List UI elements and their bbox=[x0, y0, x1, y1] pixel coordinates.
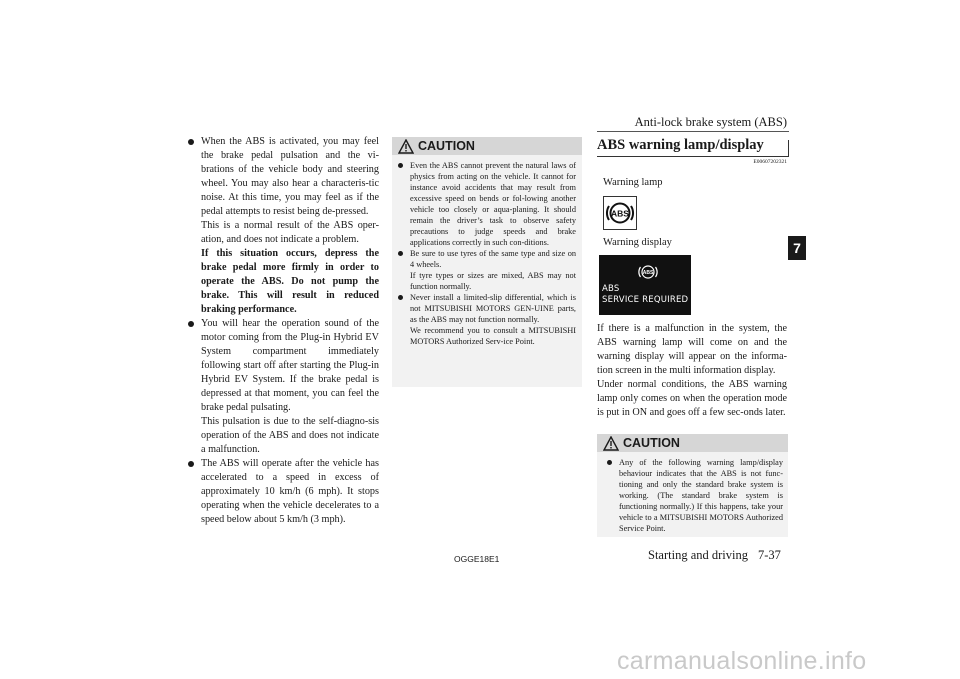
section-code: E00607202321 bbox=[753, 159, 787, 165]
caution-item-differential: Never install a limited-slip differential, which is not MITSUBISHI MOTORS GEN-UINE parts, as the ABS may not function normally. bbox=[398, 292, 576, 325]
depress-brake-warning: If this situation occurs, depress the brake pedal more firmly in order to operate the ABS. Do not pump the brake. This will result in reduced braking performance. bbox=[201, 248, 379, 315]
normal-conditions-paragraph: Under normal conditions, the ABS warning lamp only comes on when the operation mode is put in ON and goes off a few sec-onds later. bbox=[597, 379, 787, 418]
warning-lamp-image bbox=[603, 196, 637, 230]
chapter-tab: 7 bbox=[788, 236, 806, 260]
abs-lamp-icon bbox=[604, 197, 636, 229]
section-body bbox=[597, 322, 787, 420]
display-text-abs: ABS bbox=[602, 284, 620, 294]
caution-heading: CAUTION bbox=[418, 139, 475, 153]
caution-body bbox=[392, 155, 582, 351]
left-column bbox=[187, 135, 379, 527]
abs-display-icon-text: ABS bbox=[642, 270, 654, 276]
display-text-service: SERVICE REQUIRED bbox=[602, 295, 689, 305]
normal-result-note: This is a normal result of the ABS oper-ation, and does not indicate a problem. bbox=[201, 220, 379, 245]
caution-heading: CAUTION bbox=[623, 436, 680, 450]
watermark: carmanualsonline.info bbox=[617, 647, 867, 675]
abs-lamp-text: ABS bbox=[611, 208, 629, 219]
caution-body bbox=[597, 452, 788, 538]
warning-triangle-icon bbox=[603, 436, 619, 451]
caution-item-physics: Even the ABS cannot prevent the natural laws of physics from acting on the vehicle. It cannot for instance avoid accidents that may result from excessive speed on bends or fol-lowing another vehicle too closely or aqua-planing. It should remain the driver’s task to observe safety precautions to judge speeds and brake applications correctly in such con-ditions. bbox=[398, 160, 576, 248]
warning-triangle-icon bbox=[398, 139, 414, 154]
bullet-abs-activated: When the ABS is activated, you may feel the brake pedal pulsation and the vi-brations of the vehicle body and steering wheel. You may also hear a characteris-tic noise. At this time, you may feel as if the pedal attempts to resist being de-pressed. bbox=[187, 135, 379, 219]
running-header: Anti-lock brake system (ABS) bbox=[634, 115, 787, 129]
warning-lamp-label: Warning lamp bbox=[603, 177, 663, 188]
abs-display-icon bbox=[637, 262, 659, 282]
document-code: OGGE18E1 bbox=[454, 554, 500, 564]
caution-box-middle bbox=[392, 137, 582, 387]
warning-display-image bbox=[599, 255, 691, 315]
title-rule-tick bbox=[788, 140, 789, 157]
self-diagnosis-note: This pulsation is due to the self-diagno-sis operation of the ABS and does not indicate a malfunction. bbox=[201, 416, 379, 455]
page-number: 7-37 bbox=[758, 548, 781, 562]
caution-item-abs-not-functioning: Any of the following warning lamp/display behaviour indicates that the ABS is not func-tioning and only the standard brake system is working. (The standard brake system is functioning normally.) If this happens, take your vehicle to a MITSUBISHI MOTORS Authorized Service Point. bbox=[607, 457, 783, 534]
caution-tyres-note: If tyre types or sizes are mixed, ABS may not function normally. bbox=[410, 271, 576, 291]
malfunction-paragraph: If there is a malfunction in the system, the ABS warning lamp will come on and the warning display will appear on the informa-tion screen in the multi information display. bbox=[597, 323, 787, 376]
bullet-motor-sound: You will hear the operation sound of the motor coming from the Plug-in Hybrid EV System compartment immediately following start off after starting the Plug-in Hybrid EV System. If the brake pedal is depressed at that moment, you can feel the brake pedal pulsating. bbox=[187, 317, 379, 415]
footer-section-name: Starting and driving bbox=[648, 548, 748, 562]
caution-item-tyres: Be sure to use tyres of the same type and size on 4 wheels. bbox=[398, 248, 576, 270]
title-rule bbox=[597, 156, 789, 157]
header-rule bbox=[597, 131, 789, 132]
warning-display-label: Warning display bbox=[603, 237, 672, 248]
caution-header bbox=[392, 137, 582, 155]
caution-box-right bbox=[597, 434, 788, 537]
caution-header bbox=[597, 434, 788, 452]
caution-differential-note: We recommend you to consult a MITSUBISHI MOTORS Authorized Serv-ice Point. bbox=[410, 326, 576, 346]
section-title: ABS warning lamp/display bbox=[597, 137, 764, 153]
bullet-abs-speed: The ABS will operate after the vehicle has accelerated to a speed in excess of approximately 10 km/h (6 mph). It stops operating when the vehicle decelerates to a speed below about 5 km/h (3 mph). bbox=[187, 457, 379, 527]
